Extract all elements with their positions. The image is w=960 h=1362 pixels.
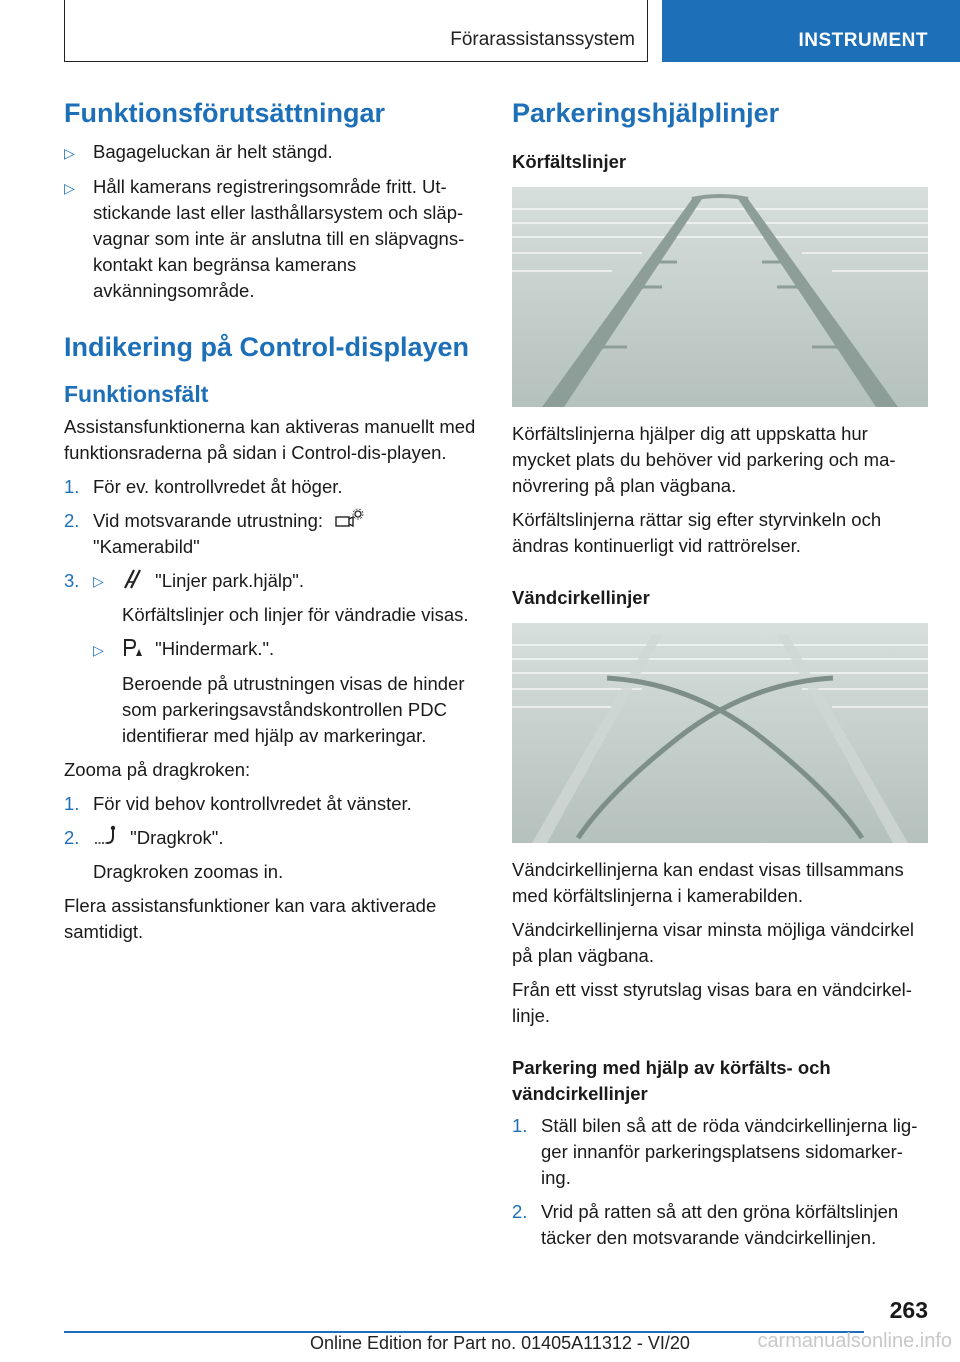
- triangle-bullet-icon: ▷: [64, 180, 75, 196]
- heading-function-field: Funktionsfält: [64, 381, 209, 407]
- trailer-hitch-icon: [93, 825, 117, 847]
- turning-circle-camera-image: [512, 623, 928, 843]
- zoom-intro: Zooma på dragkroken:: [64, 759, 251, 780]
- header-section-box: [64, 0, 648, 62]
- camera-settings-icon: [334, 508, 364, 530]
- header-section-title: Förarassistanssystem: [450, 29, 635, 50]
- multiple-functions-note: Flera assistansfunktioner kan vara aktiverade samtidigt.: [64, 895, 437, 942]
- step-item: 1. Ställ bilen så att de röda vändcirkellinjerna lig-ger innanför parkeringsplatsens sidomarker-ing.: [512, 1115, 918, 1188]
- heading-display-indication: Indikering på Control-displayen: [64, 332, 470, 362]
- heading-requirements: Funktionsförutsättningar: [64, 98, 385, 128]
- parking-lines-icon: [122, 568, 142, 590]
- lane-lines-camera-image: [512, 187, 928, 407]
- step-item: 1. För ev. kontrollvredet åt höger.: [64, 476, 343, 497]
- right-column: [512, 98, 928, 1259]
- turning-lines-text-1: Vändcirkellinjerna kan endast visas tillsammans med körfältslinjerna i kamerabilden.: [512, 859, 904, 906]
- header-chapter-title: INSTRUMENT: [798, 30, 928, 51]
- turning-lines-text-2: Vändcirkellinjerna visar minsta möjliga vändcirkel på plan vägbana.: [512, 919, 915, 966]
- step-description: Beroende på utrustningen visas de hinder som parkeringsavståndskontrollen PDC identifierar med hjälp av markeringar.: [122, 673, 465, 746]
- watermark: carmanualsonline.info: [757, 1330, 952, 1352]
- lane-lines-text-2: Körfältslinjerna rättar sig efter styrvinkeln och ändras kontinuerligt vid rattrörelser.: [512, 509, 882, 556]
- obstacle-marking-icon: [122, 636, 142, 658]
- page-number: 263: [889, 1297, 928, 1323]
- triangle-bullet-icon: ▷: [93, 573, 104, 589]
- triangle-bullet-icon: ▷: [64, 145, 75, 161]
- edition-text: Online Edition for Part no. 01405A11312 - VI/20: [310, 1333, 690, 1353]
- heading-parking-lines: Parkeringshjälplinjer: [512, 98, 780, 128]
- header-chapter-tab: [662, 0, 960, 62]
- turning-lines-text-3: Från ett visst styrutslag visas bara en vändcirkel-linje.: [512, 979, 912, 1026]
- step-description: Dragkroken zoomas in.: [93, 861, 284, 882]
- step-description: Körfältslinjer och linjer för vändradie visas.: [122, 604, 469, 625]
- heading-lane-lines: Körfältslinjer: [512, 151, 627, 172]
- step-item: 3. ▷ "Linjer park.hjälp".: [64, 568, 480, 594]
- triangle-bullet-icon: ▷: [93, 642, 104, 658]
- list-item: ▷ Bagageluckan är helt stängd.: [64, 139, 480, 166]
- lane-lines-text-1: Körfältslinjerna hjälper dig att uppskatta hur mycket plats du behöver vid parkering och ma-növrering på plan vägbana.: [512, 423, 896, 496]
- left-column: [64, 98, 480, 953]
- step-item: 1. För vid behov kontrollvredet åt vänster.: [64, 793, 412, 814]
- step-item: 2. "Dragkrok".: [64, 827, 224, 848]
- heading-parking-procedure: Parkering med hjälp av körfälts- och vändcirkellinjer: [512, 1057, 831, 1104]
- heading-turning-circle-lines: Vändcirkellinjer: [512, 587, 650, 608]
- step-item: 2. Vid motsvarande utrustning: "Kamerabild": [64, 508, 480, 560]
- list-item: ▷ "Hindermark.".: [93, 636, 480, 663]
- function-field-text: Assistansfunktionerna kan aktiveras manuellt med funktionsraderna på sidan i Control-dis-playen.: [64, 416, 476, 463]
- step-item: 2. Vrid på ratten så att den gröna körfältslinjen täcker den motsvarande vändcirkellinjen.: [512, 1201, 899, 1248]
- list-item: ▷ Håll kamerans registreringsområde fritt. Ut-stickande last eller lasthållarsystem och släp-vagnar som inte är anslutna till en släpvagns-kontakt kan begränsa kamerans avkänningsområde.: [64, 174, 480, 304]
